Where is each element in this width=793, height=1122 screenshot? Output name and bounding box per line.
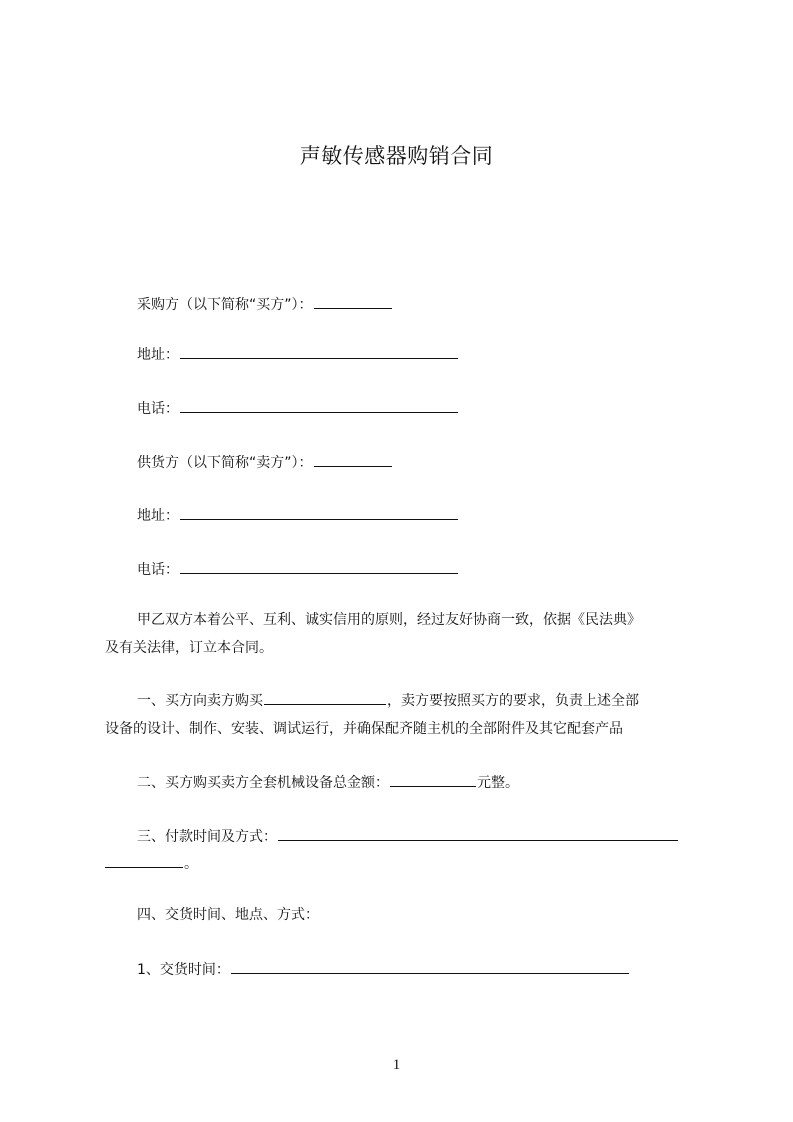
clause-1-product-blank[interactable]: [264, 690, 386, 705]
clause-2-amount-blank[interactable]: [390, 772, 476, 787]
buyer-phone-blank[interactable]: [180, 398, 458, 413]
clause-2-suffix: 元整。: [477, 775, 519, 791]
page-number: 1: [392, 1057, 401, 1073]
document-title: 声敏传感器购销合同: [299, 144, 494, 168]
buyer-name-blank[interactable]: [314, 294, 392, 309]
intro-paragraph-line-1: 甲乙双方本着公平、互利、诚实信用的原则，经过友好协商一致，依据《民法典》: [137, 612, 641, 628]
clause-2-line: [137, 772, 519, 793]
seller-name-blank[interactable]: [314, 452, 392, 467]
clause-3-line-1: [137, 826, 679, 847]
intro-paragraph-line-2: 及有关法律，订立本合同。: [105, 640, 273, 656]
clause-3-payment-blank[interactable]: [278, 826, 678, 841]
clause-3-payment-blank-continued[interactable]: [105, 853, 183, 868]
buyer-address-label: 地址：: [137, 347, 179, 363]
buyer-label: 采购方（以下简称“买方”）：: [137, 297, 313, 313]
seller-line: [137, 452, 393, 473]
clause-3-line-2: [105, 853, 198, 874]
delivery-time-label: 1、交货时间：: [137, 962, 230, 978]
buyer-address-line: [137, 344, 459, 365]
seller-address-label: 地址：: [137, 508, 179, 524]
seller-label: 供货方（以下简称“卖方”）：: [137, 455, 313, 471]
clause-3-end: 。: [184, 856, 198, 872]
seller-phone-label: 电话：: [137, 562, 179, 578]
seller-address-blank[interactable]: [180, 505, 458, 520]
clause-1-line-1: [137, 690, 639, 711]
seller-phone-blank[interactable]: [180, 559, 458, 574]
buyer-phone-line: [137, 398, 459, 419]
clause-1-prefix: 一、买方向卖方购买: [137, 693, 263, 709]
delivery-time-line: [137, 959, 630, 980]
clause-3-prefix: 三、付款时间及方式：: [137, 829, 277, 845]
delivery-time-blank[interactable]: [231, 959, 629, 974]
clause-1-suffix: ，卖方要按照买方的要求，负责上述全部: [387, 693, 639, 709]
clause-1-line-2: 设备的设计、制作、安装、调试运行，并确保配齐随主机的全部附件及其它配套产品: [105, 721, 623, 737]
clause-4-line: 四、交货时间、地点、方式：: [137, 907, 319, 923]
buyer-address-blank[interactable]: [180, 344, 458, 359]
seller-phone-line: [137, 559, 459, 580]
clause-2-prefix: 二、买方购买卖方全套机械设备总金额：: [137, 775, 389, 791]
buyer-phone-label: 电话：: [137, 401, 179, 417]
seller-address-line: [137, 505, 459, 526]
buyer-line: [137, 294, 393, 315]
